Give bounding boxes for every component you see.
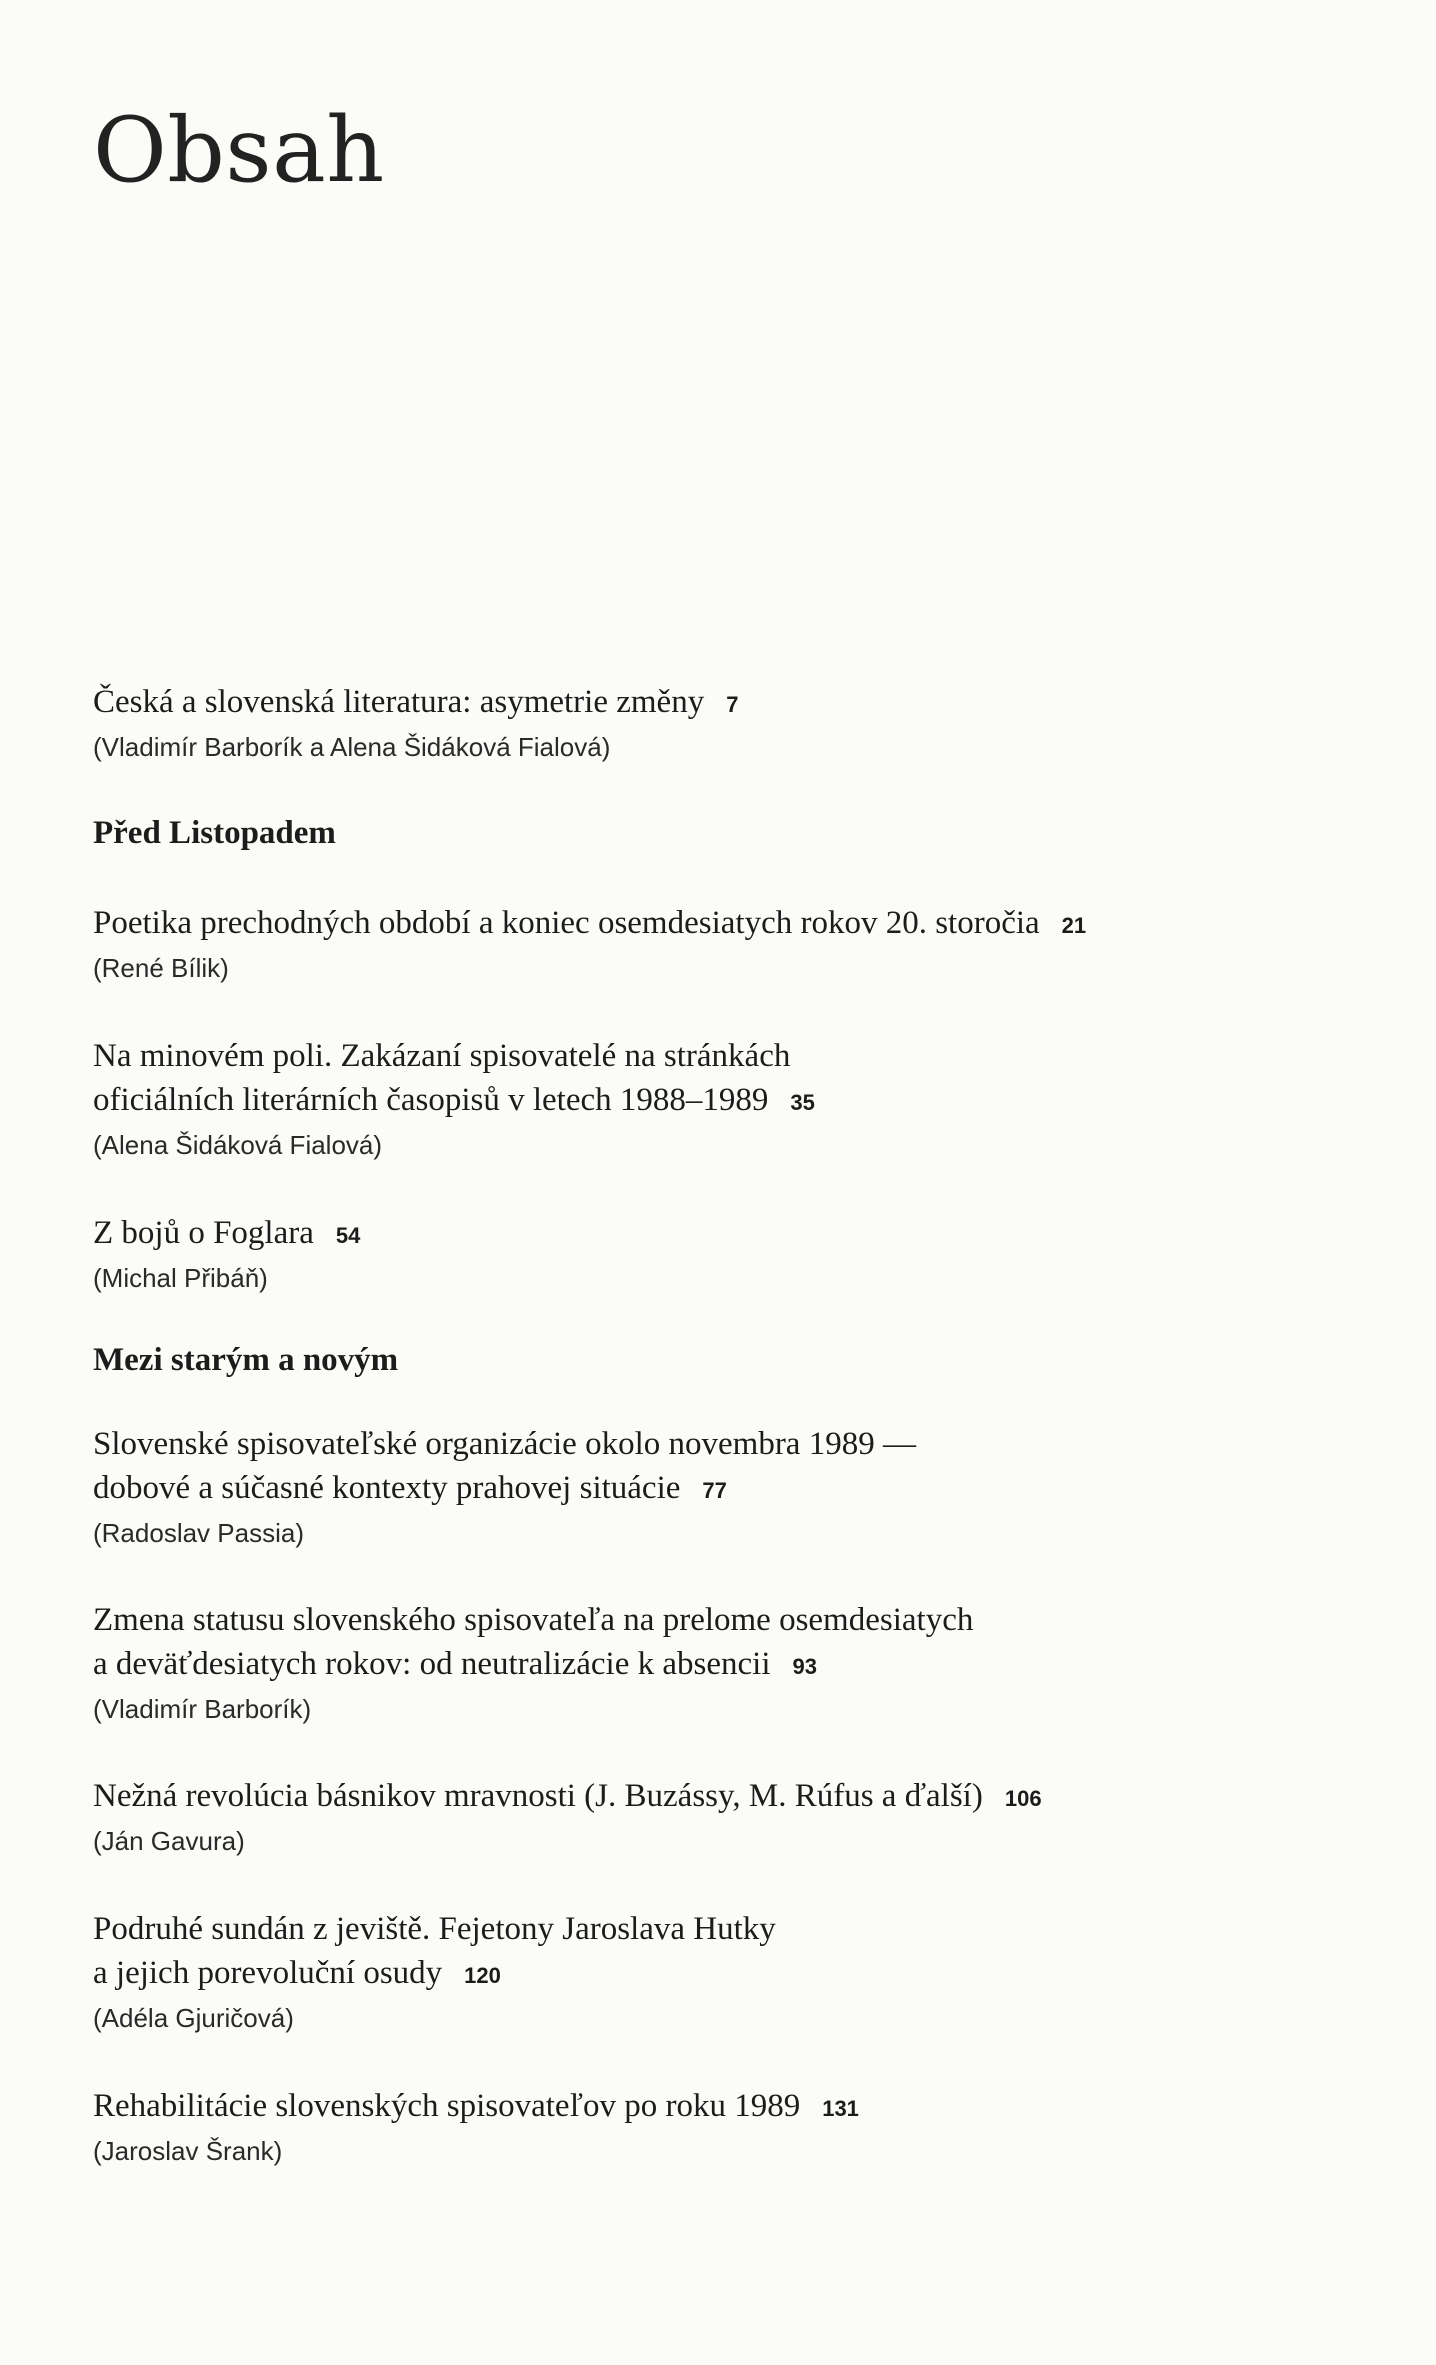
page-number: 35 <box>790 1090 815 1115</box>
toc-entry <box>93 680 1343 767</box>
entry-title-text: a deväťdesiatych rokov: od neutralizácie k absencii <box>93 1646 771 1682</box>
entry-title <box>93 680 1343 727</box>
entry-author: (Michal Přibáň) <box>93 1263 268 1293</box>
entry-title <box>93 1211 1343 1258</box>
entry-title-text: dobové a súčasné kontexty prahovej situácie <box>93 1470 681 1506</box>
page-number: 93 <box>792 1654 817 1679</box>
entry-title <box>93 1078 1343 1125</box>
section-heading: Mezi starým a novým <box>93 1342 399 1378</box>
section-heading: Před Listopadem <box>93 815 336 851</box>
page-number: 131 <box>822 2096 859 2121</box>
toc-entry <box>93 1907 1343 2038</box>
entry-author: (Vladimír Barborík) <box>93 1694 312 1724</box>
entry-author: (Vladimír Barborík a Alena Šidáková Fialová) <box>93 732 611 762</box>
entry-author: (Alena Šidáková Fialová) <box>93 1130 383 1160</box>
toc-entry <box>93 1211 1343 1298</box>
entry-title <box>93 1774 1343 1821</box>
entry-title-text: a jejich porevoluční osudy <box>93 1955 443 1991</box>
toc-entry <box>93 1598 1343 1729</box>
page-number: 21 <box>1061 913 1087 938</box>
entry-author: (Ján Gavura) <box>93 1826 245 1856</box>
table-of-contents <box>93 680 1343 2171</box>
entry-title-text: Nežná revolúcia básnikov mravnosti (J. Buzássy, M. Rúfus a ďalší) <box>93 1778 983 1814</box>
entry-title-text: Poetika prechodných období a koniec osemdesiatych rokov 20. storočia <box>93 905 1040 941</box>
entry-title <box>93 1466 1343 1513</box>
entry-author: (Adéla Gjuričová) <box>93 2003 294 2033</box>
toc-entry <box>93 1034 1343 1165</box>
page-number: 7 <box>726 692 739 717</box>
entry-title-text: Česká a slovenská literatura: asymetrie změny <box>93 684 705 720</box>
entry-title-line: Na minovém poli. Zakázaní spisovatelé na stránkách <box>93 1038 791 1074</box>
toc-entry <box>93 1422 1343 1553</box>
page-number: 120 <box>464 1963 501 1988</box>
entry-author: (Radoslav Passia) <box>93 1518 304 1548</box>
entry-title <box>93 901 1343 948</box>
entry-title-text: oficiálních literárních časopisů v letech 1988–1989 <box>93 1082 769 1118</box>
toc-entry <box>93 1774 1343 1861</box>
entry-author: (Jaroslav Šrank) <box>93 2136 283 2166</box>
entry-title-line: Podruhé sundán z jeviště. Fejetony Jaroslava Hutky <box>93 1911 776 1947</box>
page-number: 77 <box>702 1478 727 1503</box>
page-number: 54 <box>335 1223 361 1248</box>
entry-title-line: Zmena statusu slovenského spisovateľa na prelome osemdesiatych <box>93 1602 974 1638</box>
entry-title-line: Slovenské spisovateľské organizácie okolo novembra 1989 — <box>93 1426 916 1462</box>
entry-author: (René Bílik) <box>93 953 229 983</box>
entry-title <box>93 1642 1343 1689</box>
toc-entry <box>93 901 1343 988</box>
entry-title <box>93 1951 1343 1998</box>
toc-entry <box>93 2084 1343 2171</box>
page-title: Obsah <box>93 98 385 203</box>
entry-title-text: Rehabilitácie slovenských spisovateľov po roku 1989 <box>93 2088 801 2124</box>
entry-title <box>93 2084 1343 2131</box>
page-number: 106 <box>1004 1786 1042 1811</box>
entry-title-text: Z bojů o Foglara <box>93 1215 314 1251</box>
